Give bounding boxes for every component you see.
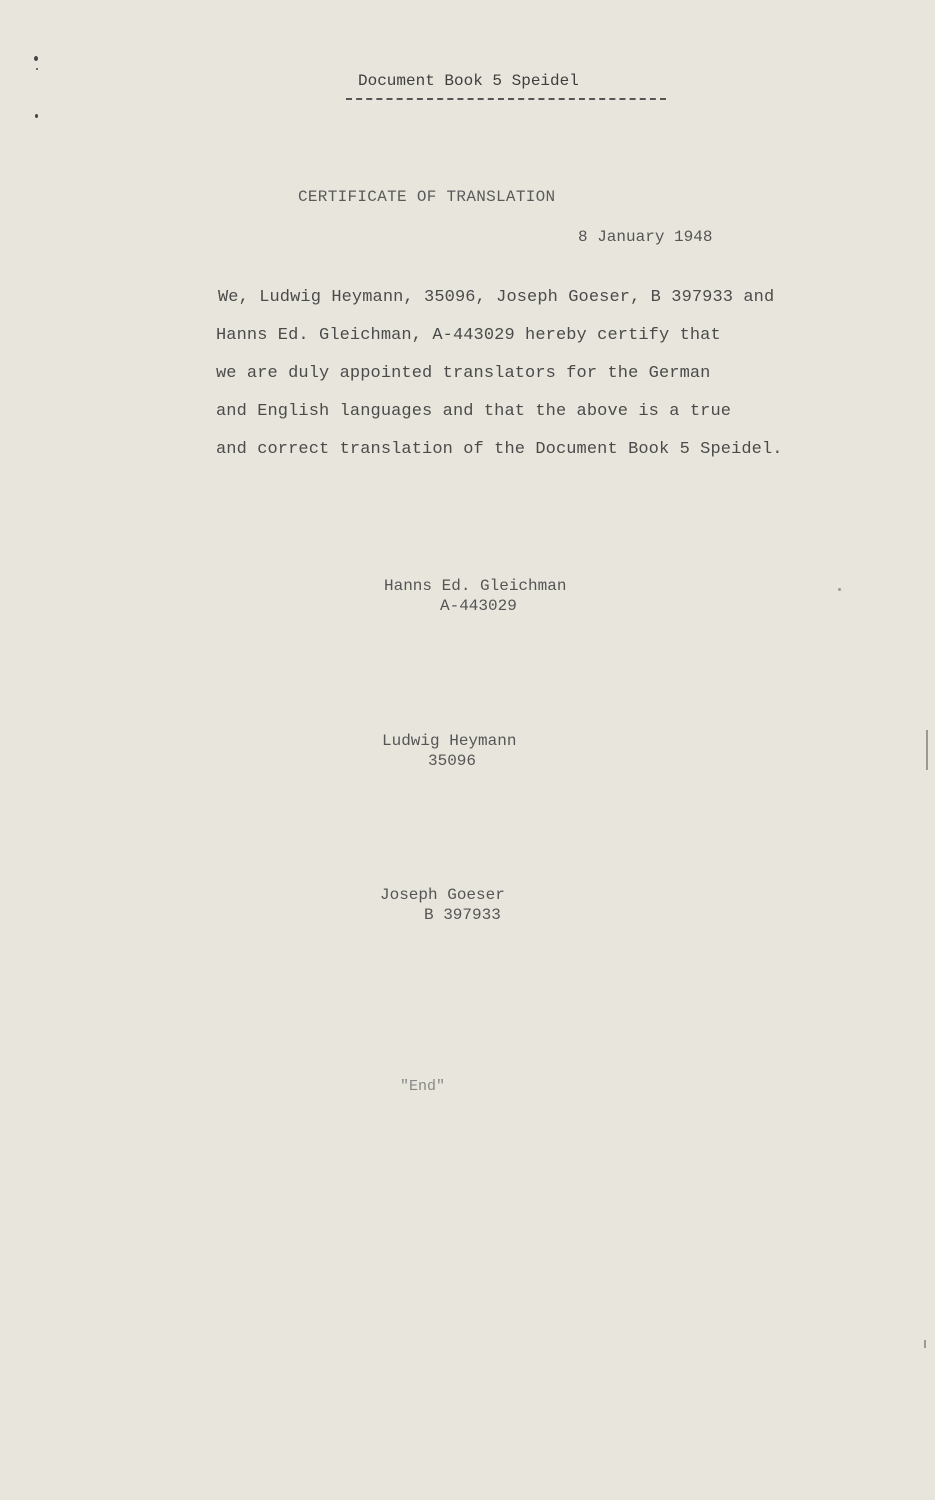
end-mark: "End": [400, 1078, 446, 1095]
certificate-title: CERTIFICATE OF TRANSLATION: [298, 188, 556, 206]
signature-name: Joseph Goeser: [380, 886, 505, 904]
body-line-2: Hanns Ed. Gleichman, A-443029 hereby certify that: [216, 326, 721, 345]
body-line-5: and correct translation of the Document Book 5 Speidel.: [216, 440, 783, 459]
certificate-date: 8 January 1948: [578, 228, 713, 246]
signature-id: A-443029: [440, 597, 517, 615]
body-line-4: and English languages and that the above is a true: [216, 402, 732, 421]
paper-speck: [35, 114, 38, 118]
paper-speck: [34, 56, 38, 61]
paper-speck: [838, 588, 841, 591]
signature-name: Hanns Ed. Gleichman: [384, 577, 567, 595]
body-line-1: We, Ludwig Heymann, 35096, Joseph Goeser, B 397933 and: [218, 288, 775, 307]
signature-id: 35096: [428, 752, 477, 770]
paper-edge-mark: [926, 730, 928, 770]
signature-name: Ludwig Heymann: [382, 732, 517, 750]
paper-edge-mark: [924, 1340, 926, 1348]
body-line-3: we are duly appointed translators for the German: [216, 364, 711, 383]
paper-speck: [36, 68, 38, 70]
header-underline: [346, 98, 666, 100]
signature-id: B 397933: [424, 906, 501, 924]
document-header: Document Book 5 Speidel: [358, 72, 579, 90]
